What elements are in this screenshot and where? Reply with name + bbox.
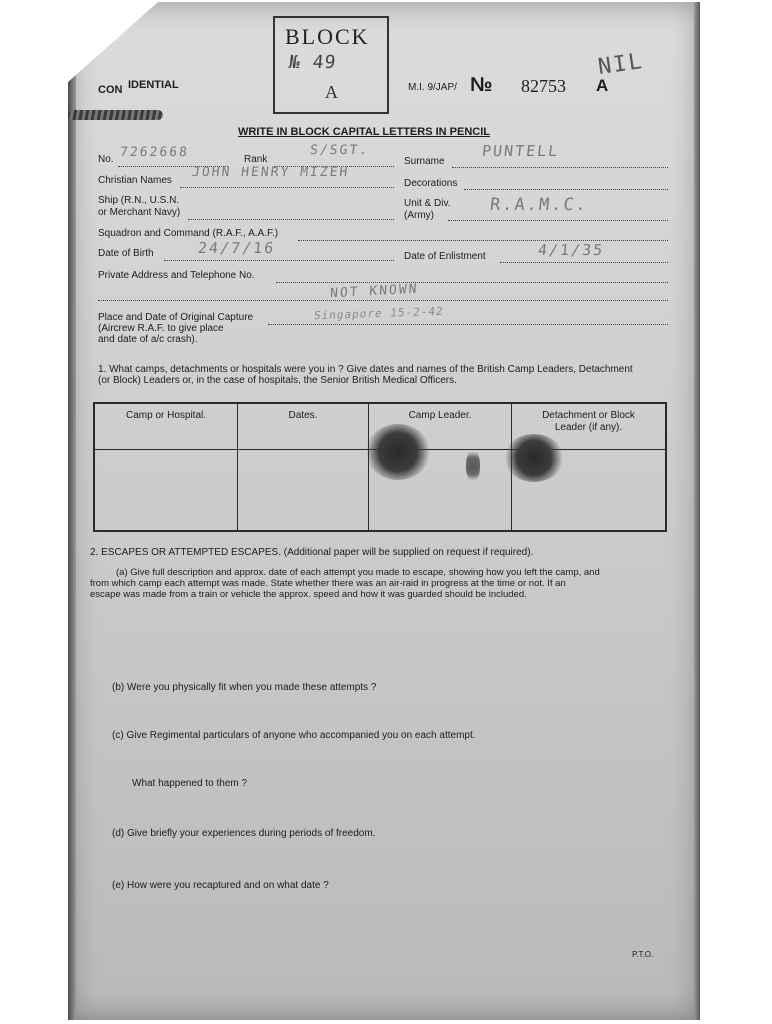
capture-label-1: Place and Date of Original Capture	[98, 312, 254, 323]
detachment-header-line-2: Leader (if any).	[554, 422, 623, 433]
dates-cell	[238, 450, 369, 532]
address-value: NOT KNOWN	[329, 281, 419, 302]
dob-label: Date of Birth	[98, 248, 154, 259]
ref-code: M.I. 9/JAP/	[408, 82, 457, 93]
classification-start: CON	[98, 84, 123, 96]
unit-line	[448, 220, 668, 221]
block-stamp	[273, 16, 389, 114]
q2a-line-2: from which camp each attempt was made. State whether there was an air-raid in progress at the time or not. If an	[90, 578, 566, 589]
leader-column-header: Camp Leader.	[369, 403, 512, 450]
nil-annotation: NIL	[596, 48, 646, 81]
page-left-edge	[68, 2, 76, 1020]
ink-smudge-3	[466, 448, 480, 484]
capture-value: Singapore 15-2-42	[313, 304, 445, 323]
christian-names-line	[180, 187, 394, 188]
squadron-line	[298, 240, 668, 241]
q2c-follow-text: What happened to them ?	[132, 778, 248, 789]
form-page	[68, 2, 700, 1020]
form-instruction: WRITE IN BLOCK CAPITAL LETTERS IN PENCIL	[238, 126, 490, 138]
q2d-text: (d) Give briefly your experiences during periods of freedom.	[112, 828, 376, 839]
no-label: No.	[98, 154, 114, 165]
capture-label-2: (Aircrew R.A.F. to give place	[98, 323, 224, 334]
q2a-line-1: (a) Give full description and approx. date of each attempt you made to escape, showing how you left the camp, and	[116, 567, 600, 578]
camp-column-header: Camp or Hospital.	[94, 403, 238, 450]
decorations-label: Decorations	[404, 178, 458, 189]
christian-names-value: JOHN HENRY MIZEH	[191, 165, 351, 180]
ship-label-1: Ship (R.N., U.S.N.	[98, 195, 180, 206]
enlistment-value: 4/1/35	[537, 241, 606, 259]
dob-line	[164, 260, 394, 261]
address-line-1	[276, 282, 668, 283]
stamp-title: BLOCK	[285, 24, 370, 49]
dob-value: 24/7/16	[197, 239, 277, 257]
rank-value: S/SGT.	[309, 143, 370, 158]
q1-text-1: 1. What camps, detachments or hospitals were you in ? Give dates and names of the British Camp Leaders, Detachment	[98, 364, 633, 375]
address-label: Private Address and Telephone No.	[98, 270, 255, 281]
enlistment-line	[500, 262, 668, 263]
unit-label-2: (Army)	[404, 210, 434, 221]
ship-label-2: or Merchant Navy)	[98, 207, 181, 218]
surname-line	[452, 167, 668, 168]
detachment-header-line-1: Detachment or Block	[542, 410, 635, 421]
surname-label: Surname	[404, 156, 445, 167]
christian-names-label: Christian Names	[98, 175, 172, 186]
capture-label-3: and date of a/c crash).	[98, 334, 198, 345]
q2-heading: 2. ESCAPES OR ATTEMPTED ESCAPES. (Additional paper will be supplied on request if required).	[90, 547, 534, 558]
dates-column-header: Dates.	[238, 403, 369, 450]
ink-smudge-1	[366, 424, 430, 480]
torn-corner	[68, 2, 158, 82]
camp-cell	[94, 450, 238, 532]
ink-smudge-2	[504, 434, 564, 482]
surname-value: PUNTELL	[481, 142, 561, 160]
page-right-edge	[694, 2, 700, 1020]
squadron-label: Squadron and Command (R.A.F., A.A.F.)	[98, 228, 279, 239]
stamp-number: № 49	[287, 52, 338, 73]
number-sign: №	[470, 74, 493, 96]
address-line-2	[98, 300, 668, 301]
classification-end: IDENTIAL	[128, 79, 179, 91]
q2e-text: (e) How were you recaptured and on what date ?	[112, 880, 329, 891]
file-number: 82753	[521, 76, 566, 96]
q2c-text: (c) Give Regimental particulars of anyone who accompanied you on each attempt.	[112, 730, 476, 741]
capture-line	[268, 324, 668, 325]
unit-label-1: Unit & Div.	[404, 198, 451, 209]
q1-text-2: (or Block) Leaders or, in the case of hospitals, the Senior British Medical Officers.	[98, 375, 457, 386]
string-tie	[68, 110, 163, 120]
ship-line	[188, 219, 394, 220]
q2a-line-3: escape was made from a train or vehicle the approx. speed and how it was guarded should be included.	[90, 589, 527, 600]
decorations-line	[464, 189, 668, 190]
stamp-letter: A	[325, 82, 338, 102]
unit-value: R.A.M.C.	[488, 195, 589, 215]
enlistment-label: Date of Enlistment	[404, 251, 486, 262]
q2b-text: (b) Were you physically fit when you made these attempts ?	[112, 682, 377, 693]
rank-label: Rank	[244, 154, 268, 165]
no-value: 7262668	[119, 145, 190, 160]
series-letter: A	[596, 76, 609, 95]
pto-label: P.T.O.	[632, 950, 654, 959]
